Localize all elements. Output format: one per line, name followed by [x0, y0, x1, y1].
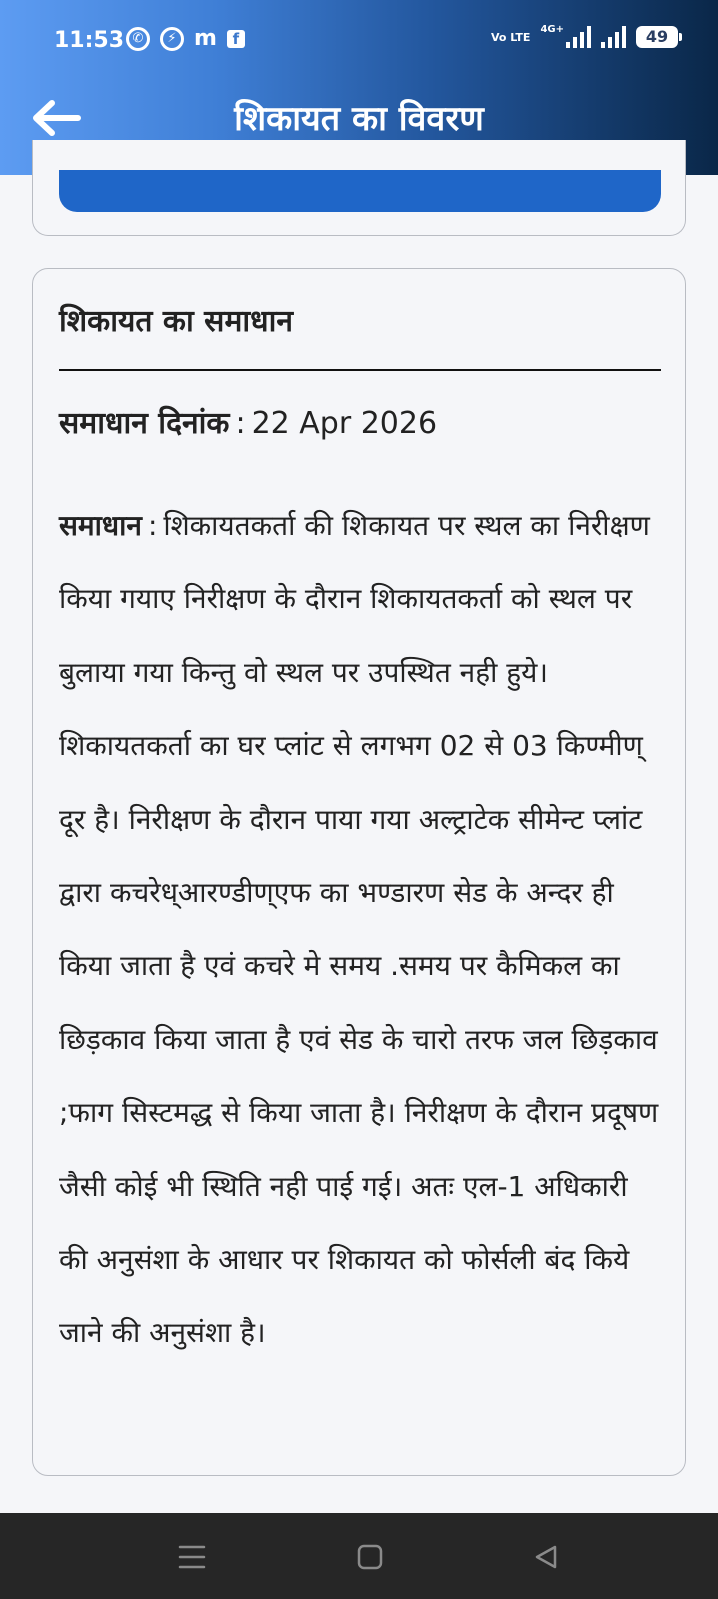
system-navigation-bar	[0, 1513, 718, 1599]
page-title: शिकायत का विवरण	[234, 99, 484, 139]
back-triangle-icon	[533, 1544, 559, 1570]
status-bar	[0, 22, 718, 62]
messenger-icon: ⚡	[160, 27, 184, 51]
resolution-card	[32, 268, 686, 1476]
signal-strength-icon	[566, 26, 591, 48]
resolution-date-value: 22 Apr 2026	[251, 406, 438, 441]
divider	[59, 369, 661, 371]
system-icons	[490, 23, 678, 48]
system-back-button[interactable]	[524, 1535, 568, 1579]
notification-icons	[126, 26, 245, 51]
card-heading: शिकायत का समाधान	[59, 304, 294, 339]
resolution-date-label: समाधान दिनांक	[59, 406, 230, 441]
volte-icon: Vo LTE	[490, 30, 531, 44]
home-button[interactable]	[348, 1535, 392, 1579]
battery-icon: 49	[636, 26, 678, 48]
separator: :	[235, 406, 246, 441]
resolution-label: समाधान	[59, 509, 142, 542]
recent-apps-button[interactable]	[170, 1535, 214, 1579]
menu-icon	[178, 1544, 206, 1570]
network-type-label: 4G+	[540, 23, 564, 35]
resolution-body	[59, 489, 661, 1370]
home-square-icon	[357, 1544, 383, 1570]
previous-card	[32, 140, 686, 236]
facebook-icon: f	[227, 30, 245, 48]
signal-strength-icon-sim2	[601, 26, 626, 48]
separator: :	[147, 509, 158, 542]
resolution-text: शिकायतकर्ता की शिकायत पर स्थल का निरीक्षण किया गयाए निरीक्षण के दौरान शिकायतकर्ता को स्थल पर बुलाया गया किन्तु वो स्थल पर उपस्थित नही हुये। शिकायतकर्ता का घर प्लांट से लगभग 02 से 03 किण्मीण् दूर है। निरीक्षण के दौरान पाया गया अल्ट्राटेक सीमेन्ट प्लांट द्वारा कचरेध्आरण्डीण्एफ का भण्डारण सेड के अन्दर ही किया जाता है एवं कचरे मे समय .समय पर कैमिकल का छिड़काव किया जाता है एवं सेड के चारो तरफ जल छिड़काव ;फाग सिस्टमद्ध से किया जाता है। निरीक्षण के दौरान प्रदूषण जैसी कोई भी स्थिति नही पाई गई। अतः एल-1 अधिकारी की अनुसंशा के आधार पर शिकायत को फोर्सली बंद किये जाने की अनुसंशा है।	[59, 509, 659, 1350]
resolution-date-row	[59, 401, 437, 442]
m-app-icon: m	[194, 26, 217, 51]
whatsapp-icon: ✆	[126, 27, 150, 51]
status-time: 11:53	[54, 28, 125, 53]
primary-action-button[interactable]	[59, 170, 661, 212]
